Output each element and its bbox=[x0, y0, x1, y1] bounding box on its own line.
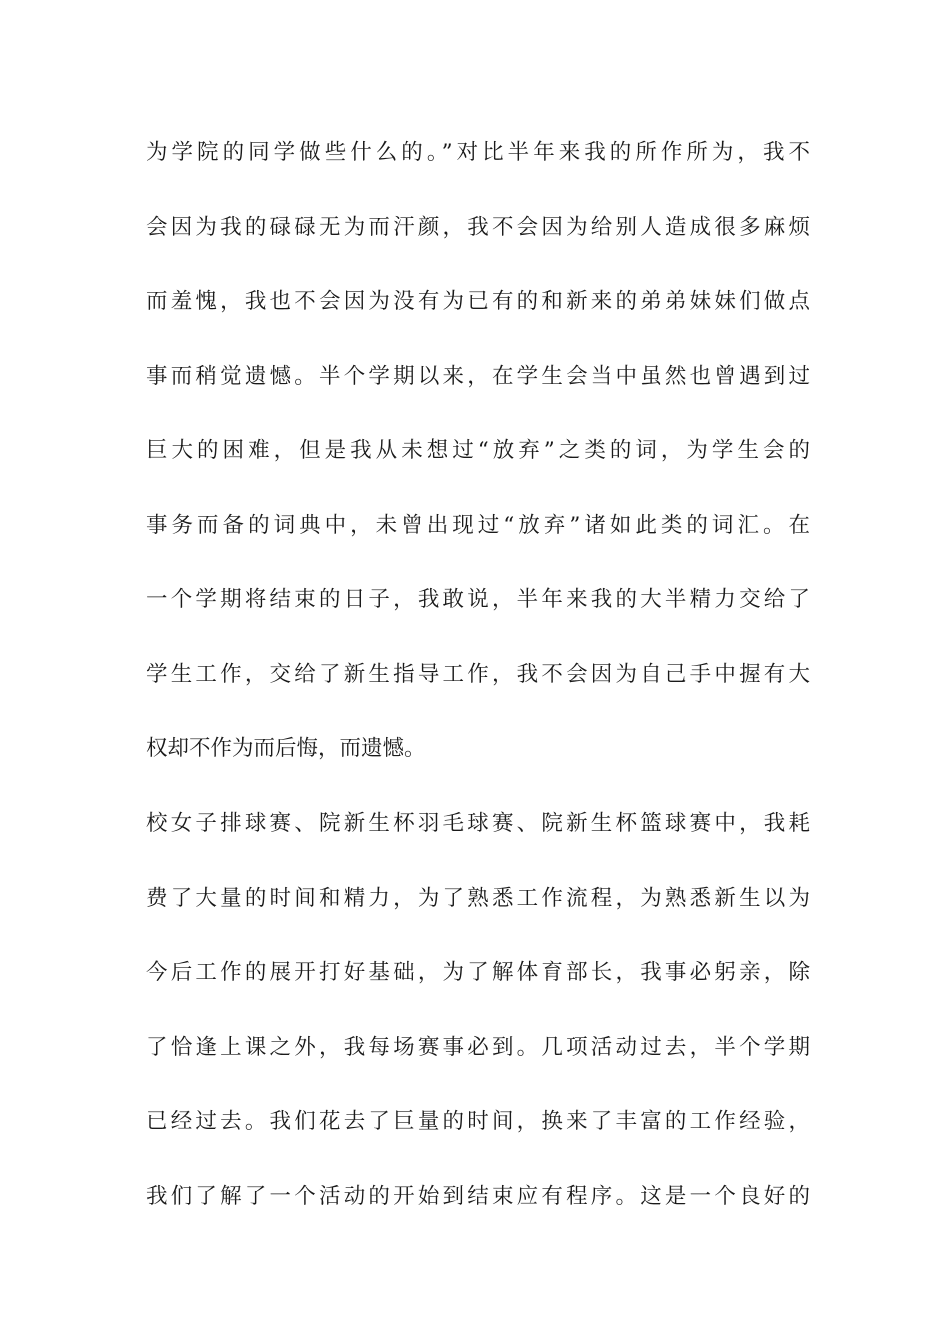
text-line: 一个学期将结束的日子，我敢说，半年来我的大半精力交给了 bbox=[146, 587, 810, 612]
paragraph-2 bbox=[146, 813, 810, 1260]
text-line: 费了大量的时间和精力，为了熟悉工作流程，为熟悉新生以为 bbox=[146, 885, 810, 911]
text-line: 事务而备的词典中，未曾出现过“放弃”诸如此类的词汇。在 bbox=[146, 512, 810, 538]
text-line: 今后工作的展开打好基础，为了解体育部长，我事必躬亲，除 bbox=[146, 960, 810, 985]
text-line: 已经过去。我们花去了巨量的时间，换来了丰富的工作经验， bbox=[146, 1109, 810, 1134]
text-line: 了恰逢上课之外，我每场赛事必到。几项活动过去，半个学期 bbox=[146, 1034, 810, 1060]
text-line: 学生工作，交给了新生指导工作，我不会因为自己手中握有大 bbox=[146, 661, 810, 687]
text-line: 权却不作为而后悔，而遗憾。 bbox=[146, 736, 426, 761]
paragraph-1 bbox=[146, 142, 810, 813]
text-line: 我们了解了一个活动的开始到结束应有程序。这是一个良好的 bbox=[146, 1183, 810, 1209]
text-line: 为学院的同学做些什么的。”对比半年来我的所作所为，我不 bbox=[146, 140, 810, 165]
text-line: 而羞愧，我也不会因为没有为已有的和新来的弟弟妹妹们做点 bbox=[146, 289, 810, 314]
text-line: 巨大的困难，但是我从未想过“放弃”之类的词，为学生会的 bbox=[146, 438, 810, 463]
text-line: 会因为我的碌碌无为而汗颜，我不会因为给别人造成很多麻烦 bbox=[146, 214, 810, 240]
text-line: 校女子排球赛、院新生杯羽毛球赛、院新生杯篮球赛中，我耗 bbox=[146, 811, 810, 836]
text-line: 事而稍觉遗憾。半个学期以来，在学生会当中虽然也曾遇到过 bbox=[146, 363, 810, 389]
